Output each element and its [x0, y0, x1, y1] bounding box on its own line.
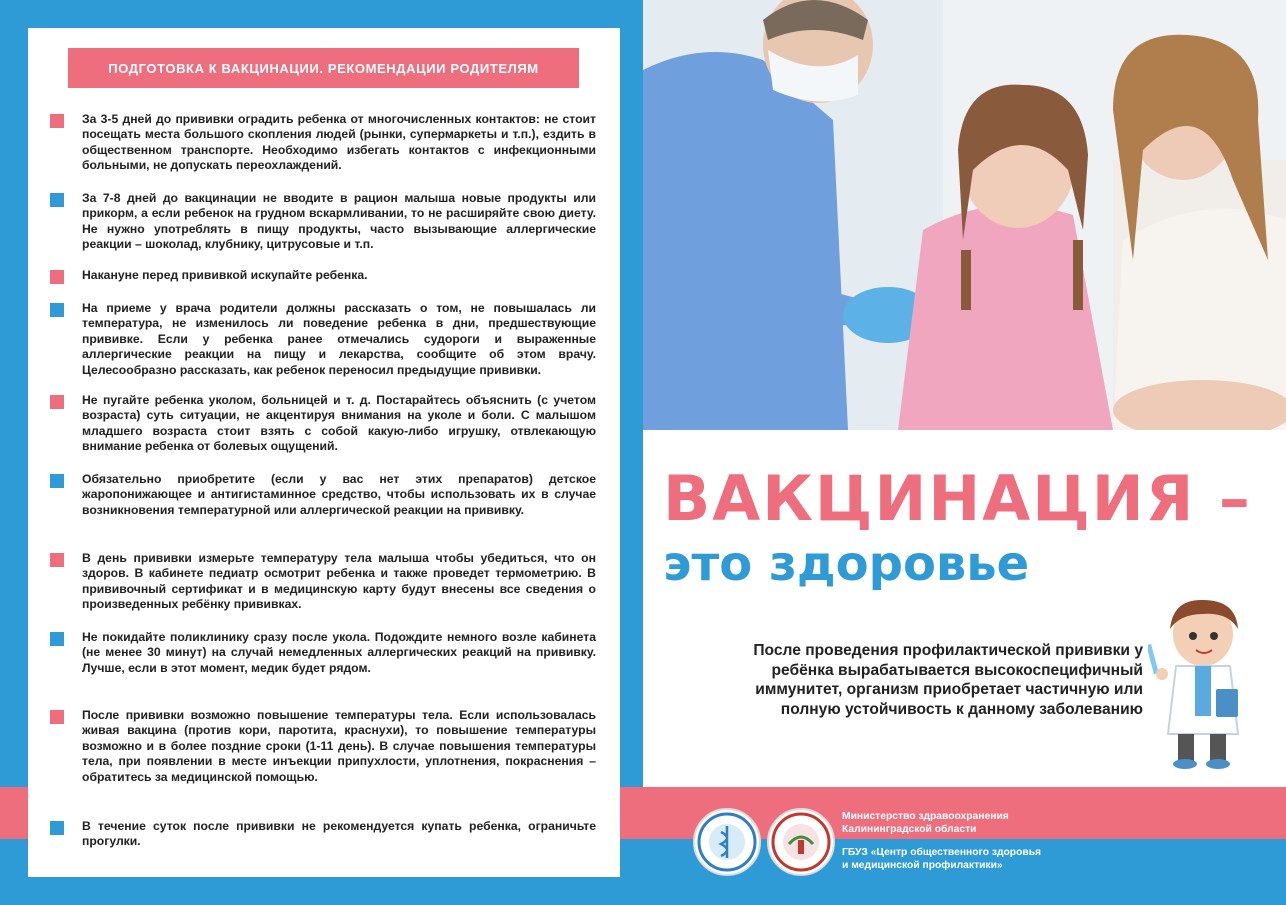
recommendation-item [50, 708, 596, 785]
recommendation-item [50, 301, 596, 378]
recommendation-item [50, 819, 596, 850]
ministry-name: Министерство здравоохранения Калининградской области [842, 811, 1009, 835]
bullet-square-icon [50, 632, 64, 646]
bullet-square-icon [50, 114, 64, 128]
panel-heading: ПОДГОТОВКА К ВАКЦИНАЦИИ. РЕКОМЕНДАЦИИ РОДИТЕЛЯМ [68, 48, 579, 88]
description-text: После проведения профилактической прививки у ребёнка вырабатывается высокоспецифичный иммунитет, организм приобретает частичную или полную устойчивость к данному заболеванию [753, 642, 1143, 718]
bullet-square-icon [50, 553, 64, 567]
bullet-square-icon [50, 270, 64, 284]
bullet-square-icon [50, 710, 64, 724]
recommendation-text: Накануне перед прививкой искупайте ребенка. [82, 268, 368, 282]
main-title: ВАКЦИНАЦИЯ – [663, 462, 1252, 535]
center-name: ГБУЗ «Центр общественного здоровья и медицинской профилактики» [842, 847, 1042, 871]
bullet-square-icon [50, 303, 64, 317]
photo-illustration [643, 0, 1286, 430]
bullet-square-icon [50, 395, 64, 409]
recommendation-text: На приеме у врача родители должны рассказать о том, не повышалась ли температура, не изменилось ли поведение ребенка в дни, предшествующие прививке. Если у ребенка ранее отмечались судороги и выраженные аллергические реакции на пищу и лекарства, сообщите об этом врачу. Целесообразно рассказать, как ребенок переносил предыдущие прививки. [82, 301, 596, 377]
main-subtitle: это здоровье [663, 536, 1030, 592]
recommendation-item [50, 472, 596, 518]
recommendation-item [50, 393, 596, 455]
recommendation-text: За 7-8 дней до вакцинации не вводите в рацион малыша новые продукты или прикорм, а если ребенок на грудном вскармливании, то не расширяйте свою диету. Не нужно употреблять в пищу продукты, часто вызывающие аллергические реакции – шоколад, клубнику, цитрусовые и т.п. [82, 191, 596, 252]
center-emblem-icon [767, 808, 835, 876]
bullet-square-icon [50, 821, 64, 835]
recommendation-item [50, 551, 596, 613]
recommendation-text: После прививки возможно повышение температуры тела. Если использовалась живая вакцина (против кори, паротита, краснухи), то повышение температуры возможно и в более поздние сроки (1-11 день). В случае повышения температуры тела, при появлении в месте инъекции припухлости, уплотнения, покраснения – обратитесь за медицинской помощью. [82, 708, 596, 784]
vaccination-photo [643, 0, 1286, 430]
recommendation-item [50, 112, 596, 174]
bullet-square-icon [50, 193, 64, 207]
cartoon-doctor-icon [1148, 594, 1258, 774]
recommendation-text: За 3-5 дней до прививки оградить ребенка от многочисленных контактов: не стоит посещать места большого скопления людей (рынки, супермаркеты и т.п.), ездить в общественном транспорте. Необходимо избегать контактов с инфекционными больными, не допускать переохлаждений. [82, 112, 596, 173]
recommendation-text: Обязательно приобретите (если у вас нет этих препаратов) детское жаропонижающее и антигистаминное средство, чтобы использовать их в случае возникновения температурной или аллергической реакции на прививку. [82, 472, 596, 517]
bullet-square-icon [50, 474, 64, 488]
recommendation-item [50, 630, 596, 676]
recommendation-item [50, 268, 596, 284]
recommendation-text: Не покидайте поликлинику сразу после укола. Подождите немного возле кабинета (не менее 30 минут) на случай немедленных аллергических реакций на прививку. Лучше, если в этот момент, медик будет рядом. [82, 630, 596, 675]
recommendations-panel [28, 28, 620, 877]
recommendation-text: Не пугайте ребенка уколом, больницей и т. д. Постарайтесь объяснить (с учетом возраста) суть ситуации, не акцентируя внимания на уколе и боли. С малышом младшего возраста стоит взять с собой какую-либо игрушку, отвлекающую внимание ребенка от болевых ощущений. [82, 393, 596, 454]
recommendation-text: В день прививки измерьте температуру тела малыша чтобы убедиться, что он здоров. В кабинете педиатр осмотрит ребенка и также проведет термометрию. В прививочный сертификат и в медицинскую карту будут внесены все сведения о произведенных ребёнку прививках. [82, 551, 596, 612]
recommendation-item [50, 191, 596, 253]
ministry-emblem-icon [693, 808, 761, 876]
recommendation-text: В течение суток после прививки не рекомендуется купать ребенка, ограничьте прогулки. [82, 819, 596, 849]
